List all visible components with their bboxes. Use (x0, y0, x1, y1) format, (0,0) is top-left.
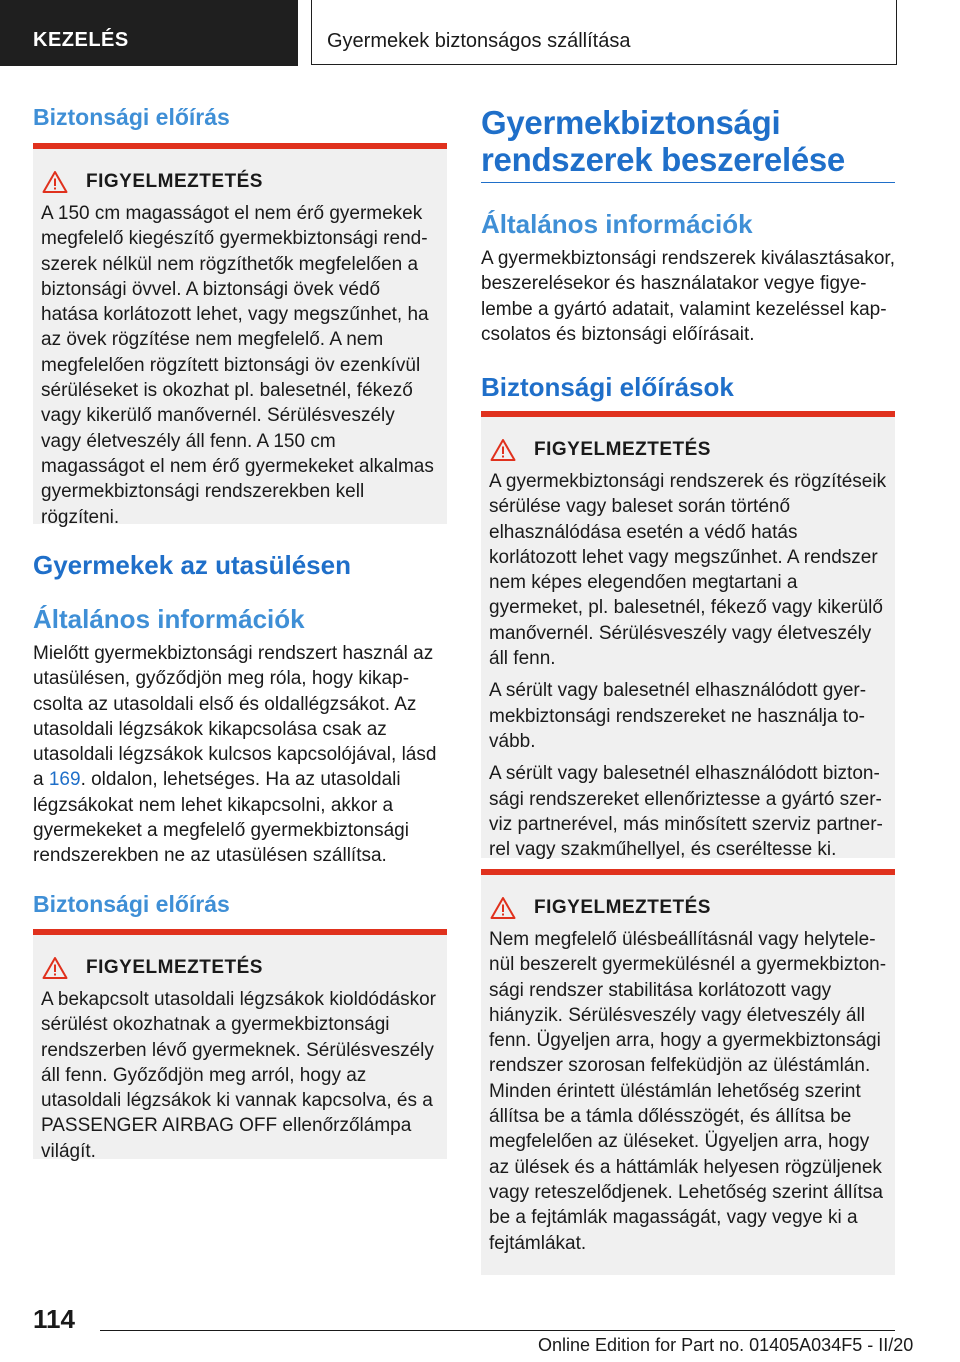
footer-rule (100, 1330, 895, 1331)
warning-triangle-icon (490, 438, 516, 462)
general-info-paragraph-left (33, 641, 447, 869)
warning-title: FIGYELMEZTETÉS (86, 957, 263, 978)
warning-box-1 (33, 143, 447, 528)
page-header (0, 0, 960, 66)
heading-safety-instructions: Biztonsági előírások (481, 372, 734, 402)
chapter-tab (311, 0, 897, 65)
page-number: 114 (33, 1304, 75, 1334)
heading-safety-2: Biztonsági előírás (33, 891, 230, 917)
section-tab (0, 0, 298, 66)
heading-rule (481, 182, 895, 183)
heading-children-passenger-seat: Gyermekek az utasülésen (33, 550, 351, 580)
warning-text: A bekapcsolt utasoldali légzsákok kioldódáskor sérülést okozhatnak a gyermekbiztonsági rendszerben lévő gyermeknek. Sérülésveszély áll fenn. Győződjön meg arról, hogy az utasoldali légzsákok ki vannak kapcsolva, és a PASSENGER AIRBAG OFF ellenőrzőlámpa világít. (41, 989, 437, 1162)
warning-text (489, 469, 887, 862)
warning-triangle-icon (490, 896, 516, 920)
chapter-title: Gyermekek biztonságos szállítása (327, 30, 631, 52)
paragraph-text: . oldalon, lehetséges. Ha az utasoldali légzsákokat nem lehet kikapcsolni, akkor a gyermekeket a megfelelő gyermekbiztonsági rendszerekben ne az utasülésen szállítsa. (33, 769, 409, 867)
warning-text: A 150 cm magasságot el nem érő gyermekek megfelelő kiegészítő gyermekbiztonsági rendszerek nélkül nem rögzíthetők megfelelően a biztonsági övvel. A biztonsági övek védő hatása korlátozott lehet, vagy megszűnhet, ha az övek rögzítése nem megfelelő. A nem megfelelően rögzített biztonsági öv ezenkívül sérüléseket is okozhat pl. balesetnél, fékező vagy kikerülő manővernél. Sérülésveszély vagy életveszély áll fenn. A 150 cm magasságot el nem érő gyermekeket alkalmas gyermekbiztonsági rendszerekben kell rögzíteni. (41, 203, 434, 528)
general-info-paragraph-right: A gyermekbiztonsági rendszerek kiválasztásakor, beszerelésekor és használatakor vegye figyelembe a gyártó adatait, valamint kezeléssel kapcsolatos és biztonsági előírásait. (481, 248, 895, 345)
warning-title: FIGYELMEZTETÉS (534, 897, 711, 918)
warning-title: FIGYELMEZTETÉS (86, 171, 263, 192)
warning-box-4 (481, 869, 895, 1275)
heading-safety-1: Biztonsági előírás (33, 104, 230, 130)
warning-title: FIGYELMEZTETÉS (534, 439, 711, 460)
paragraph-text: Mielőtt gyermekbiztonsági rendszert használ az utasülésen, győződjön meg róla, hogy kikapcsolta az utasoldali első és oldallégzsákot. Az utasoldali légzsákok kikapcsolása csak az utasoldali légzsákok kulcsos kapcsolójával, lásd a (33, 643, 437, 791)
heading-general-info-right: Általános információk (481, 209, 753, 239)
warning-paragraph-3: A sérült vagy balesetnél elhasználódott biztonsági rendszereket ellenőriztesse a gyártó szerviz partnerével, más minősített szerviz partnerrel vagy szakműhellyel, és cseréltesse ki. (489, 763, 883, 861)
warning-paragraph-1: A gyermekbiztonsági rendszerek és rögzítéseik sérülése vagy baleset során történő elhasználódása esetén a védő hatás korlátozott lehet vagy megszűnhet. A rendszer nem képes elegendően megtartani a gyermeket, pl. balesetnél, fékező vagy kikerülő manővernél. Sérülésveszély vagy életveszély áll fenn. (489, 471, 887, 670)
page-link-169[interactable]: 169 (48, 769, 81, 791)
heading-general-info-left: Általános információk (33, 604, 305, 634)
footer-edition: Online Edition for Part no. 01405A034F5 - II/20 (538, 1335, 914, 1355)
warning-triangle-icon (42, 956, 68, 980)
section-title: KEZELÉS (33, 29, 129, 51)
warning-box-3 (481, 411, 895, 861)
warning-triangle-icon (42, 170, 68, 194)
warning-paragraph-2: A sérült vagy balesetnél elhasználódott gyermekbiztonsági rendszereket ne használja tovább. (489, 680, 867, 752)
heading-child-seat-installation: Gyermekbiztonsági rendszerek beszerelése (481, 104, 845, 178)
warning-text: Nem megfelelő ülésbeállításnál vagy helytelenül beszerelt gyermekülésnél a gyermekbiztonsági rendszer stabilitása korlátozott vagy hiányzik. Sérülésveszély vagy életveszély áll fenn. Ügyeljen arra, hogy a gyermekbiztonsági rendszer szorosan felfeküdjön az üléstámlán. Minden érintett üléstámlán lehetőség szerint állítsa be a támla dőlésszögét, és állítsa be megfelelően az üléseket. Ügyeljen arra, hogy az ülések és a háttámlák helyesen rögzüljenek vagy reteszelődjenek. Lehetőség szerint állítsa be a fejtámlák magasságát, vagy vegye ki a fejtámlákat. (489, 929, 887, 1254)
warning-box-2 (33, 929, 447, 1162)
